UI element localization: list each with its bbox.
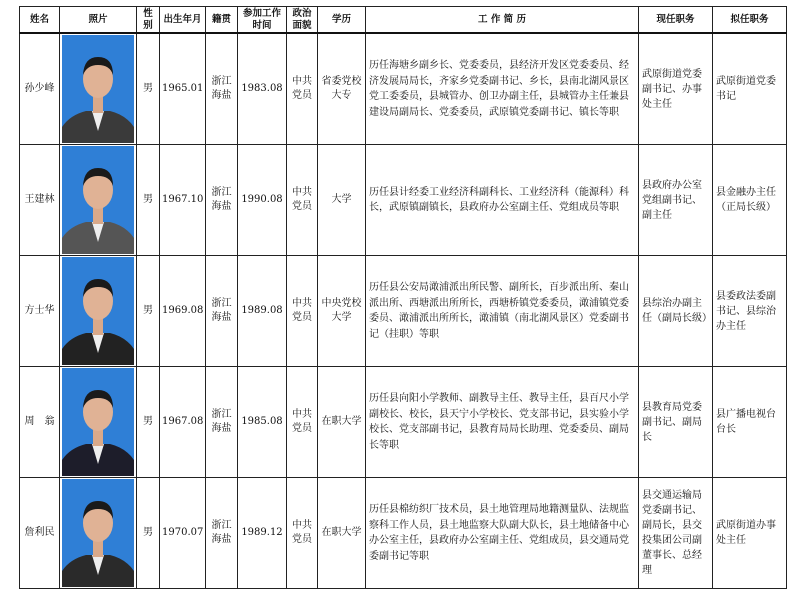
origin-cell: 浙江海盐 [206, 478, 238, 589]
header-name: 姓名 [20, 7, 60, 34]
photo-cell [60, 145, 137, 256]
header-education: 学历 [318, 7, 366, 34]
party-cell: 中共党员 [287, 33, 318, 145]
education-cell: 省委党校大专 [318, 33, 366, 145]
portrait-photo [62, 146, 134, 254]
birth-cell: 1967.10 [160, 145, 206, 256]
education-cell: 在职大学 [318, 367, 366, 478]
photo-cell [60, 367, 137, 478]
work-start-cell: 1983.08 [238, 33, 287, 145]
photo-cell [60, 256, 137, 367]
proposed-position-cell: 县金融办主任（正局长级） [713, 145, 787, 256]
proposed-position-cell: 县广播电视台台长 [713, 367, 787, 478]
work-start-cell: 1990.08 [238, 145, 287, 256]
work-start-cell: 1989.08 [238, 256, 287, 367]
party-cell: 中共党员 [287, 145, 318, 256]
gender-cell: 男 [137, 478, 160, 589]
header-birth: 出生年月 [160, 7, 206, 34]
gender-cell: 男 [137, 367, 160, 478]
birth-cell: 1970.07 [160, 478, 206, 589]
origin-cell: 浙江海盐 [206, 33, 238, 145]
photo-cell [60, 33, 137, 145]
proposed-position-cell: 县委政法委副书记、县综治办主任 [713, 256, 787, 367]
name-cell: 周 翁 [20, 367, 60, 478]
header-party: 政治面貌 [287, 7, 318, 34]
header-origin: 籍贯 [206, 7, 238, 34]
header-gender: 性别 [137, 7, 160, 34]
resume-cell: 历任县向阳小学教师、副教导主任、教导主任，县百尺小学副校长、校长，县天宁小学校长、党支部书记，县实验小学校长、党支部副书记，县教育局局长助理、党委委员、副局长等职 [366, 367, 639, 478]
proposed-position-cell: 武原街道办事处主任 [713, 478, 787, 589]
resume-cell: 历任县计经委工业经济科副科长、工业经济科（能源科）科长，武原镇副镇长，县政府办公室副主任、党组成员等职 [366, 145, 639, 256]
birth-cell: 1969.08 [160, 256, 206, 367]
table-row [20, 256, 787, 367]
education-cell: 大学 [318, 145, 366, 256]
proposed-position-cell: 武原街道党委书记 [713, 33, 787, 145]
header-work-start: 参加工作时间 [238, 7, 287, 34]
resume-cell: 历任县棉纺织厂技术员，县土地管理局地籍测量队、法规监察科工作人员，县土地监察大队副大队长，县土地储备中心办公室主任，县政府办公室副主任、党组成员，县交通局党委副书记等职 [366, 478, 639, 589]
header-photo: 照片 [60, 7, 137, 34]
education-cell: 在职大学 [318, 478, 366, 589]
origin-cell: 浙江海盐 [206, 145, 238, 256]
table-row [20, 478, 787, 589]
portrait-photo [62, 35, 134, 143]
birth-cell: 1967.08 [160, 367, 206, 478]
current-position-cell: 武原街道党委副书记、办事处主任 [639, 33, 713, 145]
header-proposed: 拟任职务 [713, 7, 787, 34]
current-position-cell: 县综治办副主任（副局长级） [639, 256, 713, 367]
cadre-table [19, 6, 787, 589]
origin-cell: 浙江海盐 [206, 256, 238, 367]
portrait-photo [62, 257, 134, 365]
gender-cell: 男 [137, 145, 160, 256]
photo-cell [60, 478, 137, 589]
gender-cell: 男 [137, 33, 160, 145]
resume-cell: 历任县公安局澉浦派出所民警、副所长，百步派出所、秦山派出所、西塘派出所所长，西塘桥镇党委委员，澉浦镇党委委员、澉浦派出所所长，澉浦镇（南北湖风景区）党委副书记（挂职）等职 [366, 256, 639, 367]
origin-cell: 浙江海盐 [206, 367, 238, 478]
current-position-cell: 县政府办公室党组副书记、副主任 [639, 145, 713, 256]
header-current: 现任职务 [639, 7, 713, 34]
party-cell: 中共党员 [287, 478, 318, 589]
table-row [20, 367, 787, 478]
party-cell: 中共党员 [287, 367, 318, 478]
header-resume: 工 作 简 历 [366, 7, 639, 34]
birth-cell: 1965.01 [160, 33, 206, 145]
work-start-cell: 1989.12 [238, 478, 287, 589]
work-start-cell: 1985.08 [238, 367, 287, 478]
header-row [20, 7, 787, 34]
gender-cell: 男 [137, 256, 160, 367]
name-cell: 詹利民 [20, 478, 60, 589]
resume-cell: 历任海塘乡副乡长、党委委员，县经济开发区党委委员、经济发展局局长，齐家乡党委副书记、乡长，县南北湖风景区党工委委员，县城管办、创卫办副主任，县城管办主任兼县建设局副局长、党委委员，武原镇党委副书记、镇长等职 [366, 33, 639, 145]
table-row [20, 33, 787, 145]
current-position-cell: 县交通运输局党委副书记、副局长，县交投集团公司副董事长、总经理 [639, 478, 713, 589]
name-cell: 方士华 [20, 256, 60, 367]
party-cell: 中共党员 [287, 256, 318, 367]
portrait-photo [62, 479, 134, 587]
current-position-cell: 县教育局党委副书记、副局长 [639, 367, 713, 478]
education-cell: 中央党校大学 [318, 256, 366, 367]
portrait-photo [62, 368, 134, 476]
name-cell: 王建林 [20, 145, 60, 256]
table-row [20, 145, 787, 256]
name-cell: 孙少峰 [20, 33, 60, 145]
